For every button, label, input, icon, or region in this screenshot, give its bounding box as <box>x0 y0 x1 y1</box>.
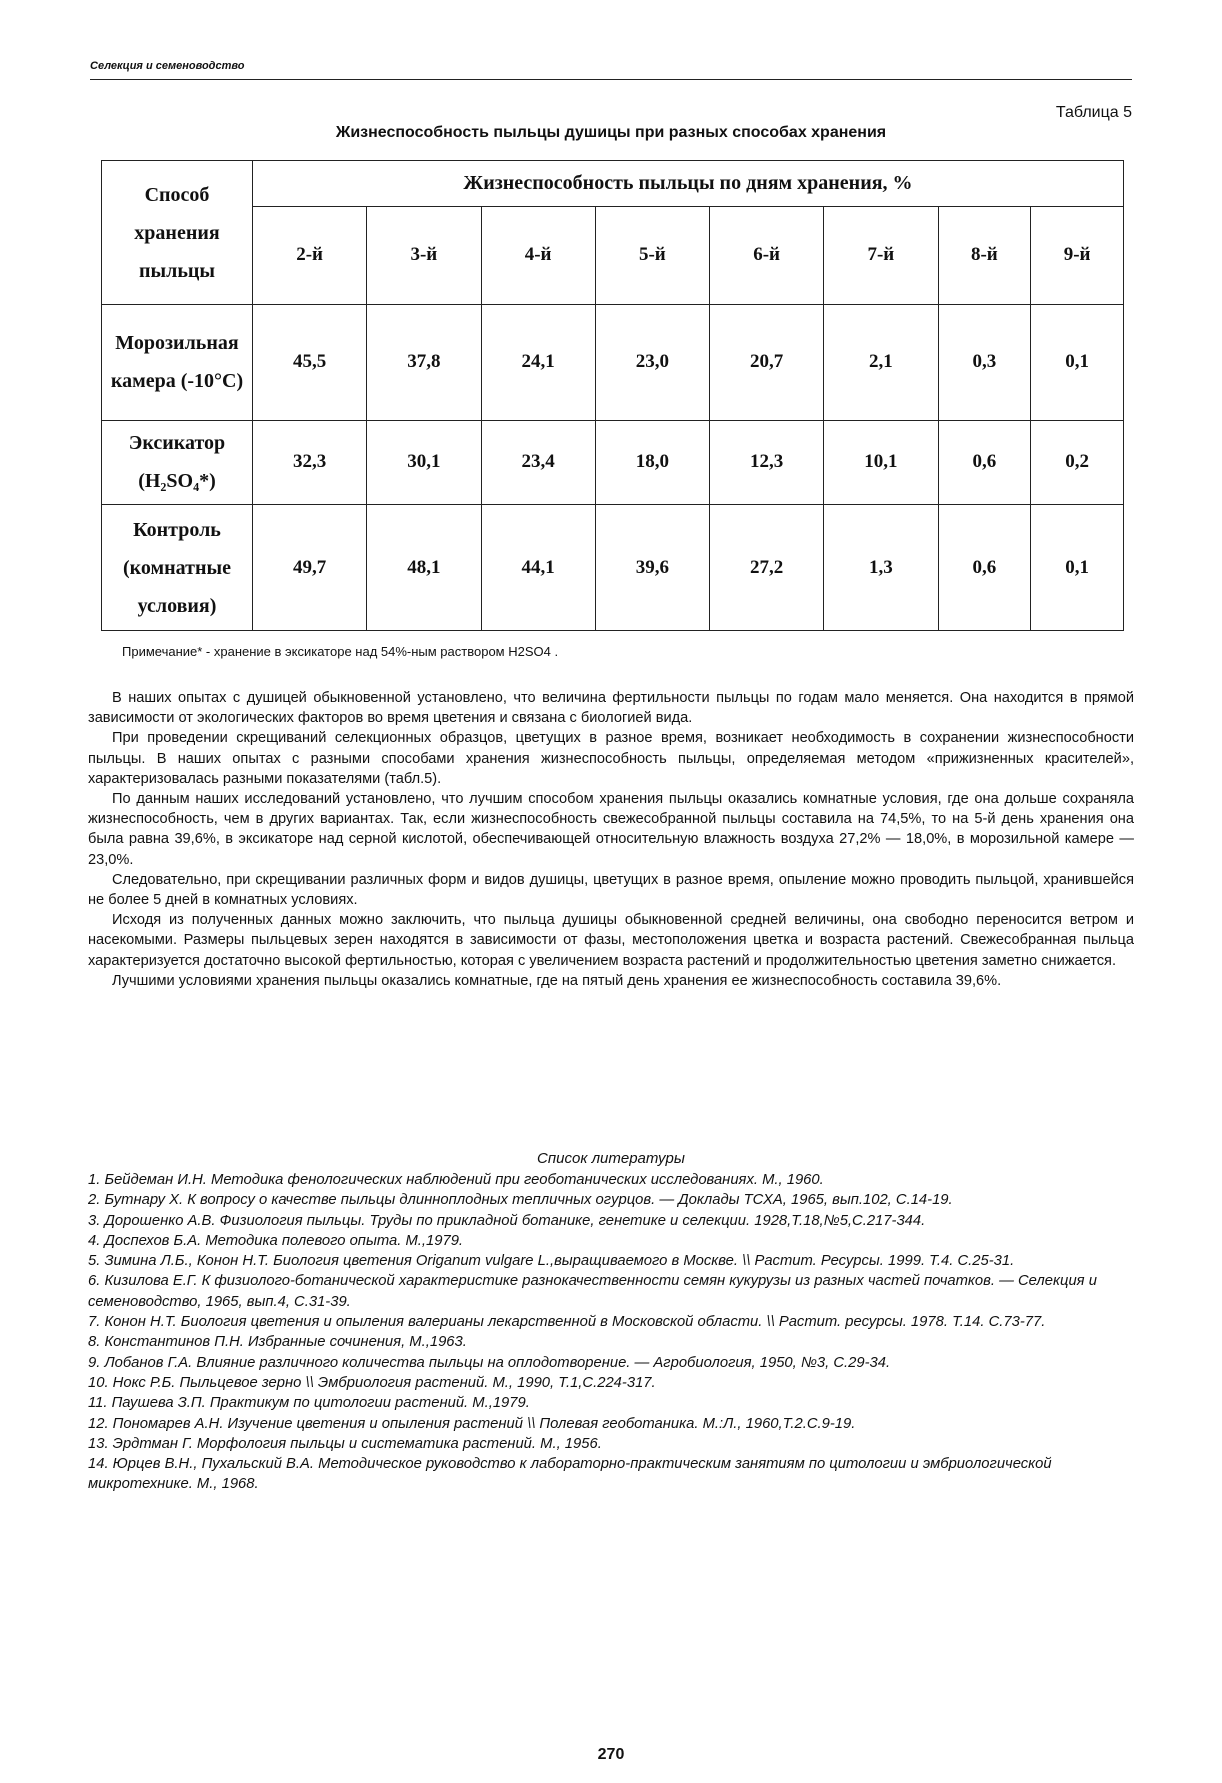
table-cell: 0,2 <box>1031 420 1124 504</box>
paragraph: При проведении скрещиваний селекционных образцов, цветущих в разное время, возникает необходимость в сохранении жизнеспособности пыльцы. В наших опытах с разными способами хранения жизнеспособность пыльцы, определяемая методом «прижизненных красителей», характеризовалась разными показателями (табл.5). <box>88 730 1134 787</box>
reference-item: 8. Константинов П.Н. Избранные сочинения, М.,1963. <box>88 1334 467 1351</box>
row-label: Морозильная камера (-10°С) <box>102 305 253 421</box>
reference-item: 6. Кизилова Е.Г. К физиолого-ботанической характеристике разнокачественности семян кукурузы из разных частей початков. — Селекция и семеноводство, 1965, вып.4, С.31-39. <box>88 1273 1097 1310</box>
references-title: Список литературы <box>537 1150 685 1167</box>
reference-item: 14. Юрцев В.Н., Пухальский В.А. Методическое руководство к лабораторно-практическим занятиям по цитологии и эмбриологической микротехнике. М., 1968. <box>88 1456 1052 1493</box>
body-text <box>88 688 1134 991</box>
table-row <box>102 305 1124 421</box>
table-cell: 45,5 <box>253 305 367 421</box>
paragraph: Следовательно, при скрещивании различных форм и видов душицы, цветущих в разное время, опыление можно проводить пыльцой, хранившейся не более 5 дней в комнатных условиях. <box>88 871 1134 909</box>
table-cell: 0,6 <box>938 505 1031 631</box>
table-cell: 49,7 <box>253 505 367 631</box>
day-header: 5-й <box>595 206 709 304</box>
row-label: Контроль (комнатные условия) <box>102 505 253 631</box>
running-head: Селекция и семеноводство <box>90 60 245 72</box>
day-header: 6-й <box>710 206 824 304</box>
table-cell: 10,1 <box>824 420 938 504</box>
table-cell: 23,0 <box>595 305 709 421</box>
day-header: 2-й <box>253 206 367 304</box>
paragraph: В наших опытах с душицей обыкновенной установлено, что величина фертильности пыльцы по годам мало меняется. Она находится в прямой зависимости от экологических факторов во время цветения и связана с биологией вида. <box>88 690 1134 727</box>
reference-item: 4. Доспехов Б.А. Методика полевого опыта. М.,1979. <box>88 1232 464 1249</box>
table-cell: 18,0 <box>595 420 709 504</box>
viability-table <box>101 160 1124 631</box>
reference-item: 11. Паушева З.П. Практикум по цитологии растений. М.,1979. <box>88 1395 530 1412</box>
reference-item: 10. Нокс Р.Б. Пыльцевое зерно \\ Эмбриология растений. М., 1990, Т.1,С.224-317. <box>88 1374 656 1391</box>
reference-item: 12. Пономарев А.Н. Изучение цветения и опыления растений \\ Полевая геоботаника. М.:Л., 1960,Т.2.С.9-19. <box>88 1415 856 1432</box>
table-cell: 27,2 <box>710 505 824 631</box>
table-cell: 37,8 <box>367 305 481 421</box>
references-list <box>88 1170 1134 1495</box>
table-cell: 0,1 <box>1031 505 1124 631</box>
table-cell: 20,7 <box>710 305 824 421</box>
table-cell: 23,4 <box>481 420 595 504</box>
reference-item: 3. Дорошенко А.В. Физиология пыльцы. Труды по прикладной ботанике, генетике и селекции. 1928,Т.18,№5,С.217-344. <box>88 1212 926 1229</box>
group-header: Жизнеспособность пыльцы по дням хранения, % <box>253 161 1124 207</box>
reference-item: 7. Конон Н.Т. Биология цветения и опыления валерианы лекарственной в Московской области. \\ Растит. ресурсы. 1978. Т.14. С.73-77. <box>88 1314 1046 1331</box>
table-cell: 30,1 <box>367 420 481 504</box>
reference-item: 5. Зимина Л.Б., Конон Н.Т. Биология цветения Origanum vulgare L.,выращиваемого в Москве. \\ Растит. Ресурсы. 1999. Т.4. С.25-31. <box>88 1253 1015 1270</box>
table-cell: 48,1 <box>367 505 481 631</box>
row-label: Эксикатор (H₂SO₄*) <box>102 420 253 504</box>
paragraph: По данным наших исследований установлено, что лучшим способом хранения пыльцы оказались комнатные условия, где она дольше сохраняла жизнеспособность, чем в других вариантах. Так, если жизнеспособность свежесобранной пыльцы составила на 74,5%, то на 5-й день хранения она была равна 39,6%, в эксикаторе над серной кислотой, обеспечивающей относительную влажность воздуха 27,2% — 18,0%, в морозильной камере — 23,0%. <box>88 791 1134 868</box>
row-header: Способ хранения пыльцы <box>102 161 253 305</box>
paragraph: Лучшими условиями хранения пыльцы оказались комнатные, где на пятый день хранения ее жизнеспособность составила 39,6%. <box>112 972 1002 989</box>
header-rule <box>90 79 1132 80</box>
table-cell: 44,1 <box>481 505 595 631</box>
reference-item: 9. Лобанов Г.А. Влияние различного количества пыльцы на оплодотворение. — Агробиология, 1950, №3, С.29-34. <box>88 1354 891 1371</box>
table-row <box>102 420 1124 504</box>
table-number: Таблица 5 <box>1055 104 1132 121</box>
table-row <box>102 505 1124 631</box>
table-cell: 2,1 <box>824 305 938 421</box>
table-cell: 1,3 <box>824 505 938 631</box>
day-header: 3-й <box>367 206 481 304</box>
table-cell: 12,3 <box>710 420 824 504</box>
day-header: 4-й <box>481 206 595 304</box>
reference-item: 2. Бутнару Х. К вопросу о качестве пыльцы длинноплодных тепличных огурцов. — Доклады ТСХА, 1965, вып.102, С.14-19. <box>88 1192 953 1209</box>
table-cell: 0,3 <box>938 305 1031 421</box>
reference-item: 1. Бейдеман И.Н. Методика фенологических наблюдений при геоботанических исследованиях. М., 1960. <box>88 1172 824 1188</box>
day-header: 8-й <box>938 206 1031 304</box>
day-header-row <box>102 206 1124 304</box>
paragraph: Исходя из полученных данных можно заключить, что пыльца душицы обыкновенной средней величины, она свободно переносится ветром и насекомыми. Размеры пыльцевых зерен находятся в зависимости от фазы, местоположения цветка и возраста растений. Свежесобранная пыльца характеризуется достаточно высокой фертильностью, которая с увеличением возраста растений и продолжительностью цветения заметно снижается. <box>88 912 1134 969</box>
table-cell: 0,1 <box>1031 305 1124 421</box>
day-header: 7-й <box>824 206 938 304</box>
table-cell: 39,6 <box>595 505 709 631</box>
table-title: Жизнеспособность пыльцы душицы при разных способах хранения <box>335 124 887 141</box>
table-note: Примечание* - хранение в эксикаторе над 54%-ным раствором H2SO4 . <box>122 644 559 659</box>
table-cell: 0,6 <box>938 420 1031 504</box>
table-cell: 24,1 <box>481 305 595 421</box>
table-cell: 32,3 <box>253 420 367 504</box>
day-header: 9-й <box>1031 206 1124 304</box>
page-number: 270 <box>597 1746 625 1763</box>
reference-item: 13. Эрдтман Г. Морфология пыльцы и систематика растений. М., 1956. <box>88 1435 602 1452</box>
